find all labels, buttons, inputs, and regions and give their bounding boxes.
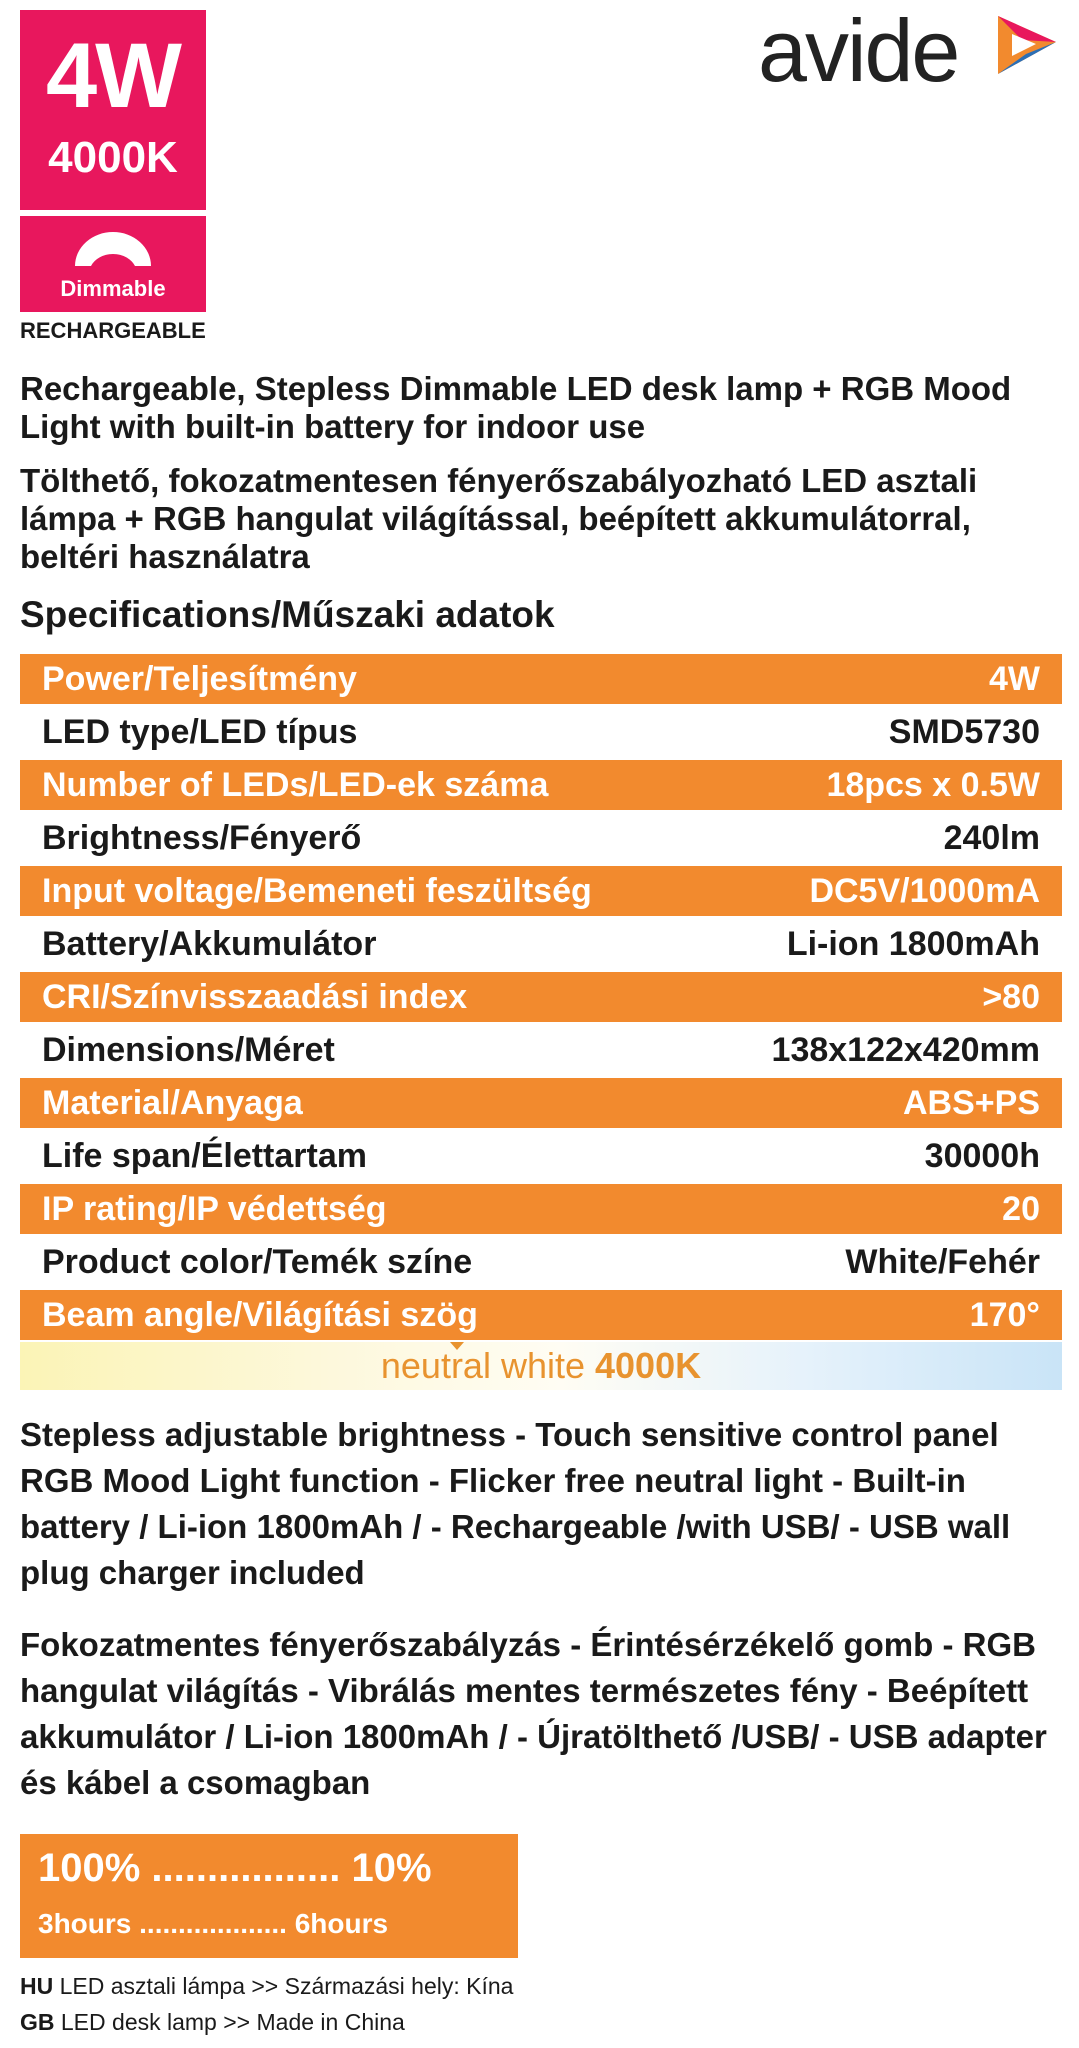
dimmable-icon [73, 228, 153, 268]
title-hungarian: Tölthető, fokozatmentesen fényerőszabályozható LED asztali lámpa + RGB hangulat világítással, beépített akkumulátorral, beltéri használatra [20, 462, 978, 575]
battery-brightness-range: 100% ................. 10% [38, 1846, 432, 1890]
power-value: 4W [46, 25, 180, 127]
spec-label: CRI/Színvisszaadási index [42, 977, 468, 1016]
spec-label: Product color/Temék színe [42, 1242, 473, 1281]
scale-label: neutral white [380, 1345, 585, 1386]
spec-label: Material/Anyaga [42, 1083, 303, 1122]
footer-gb-code: GB [20, 2009, 55, 2035]
brand-logo [758, 1, 1058, 100]
spec-row [20, 1025, 1062, 1075]
spec-label: Life span/Élettartam [42, 1136, 367, 1175]
spec-label: Brightness/Fényerő [42, 818, 362, 857]
spec-value: ABS+PS [903, 1083, 1040, 1122]
spec-value: Li-ion 1800mAh [786, 924, 1040, 963]
play-triangle-logo-icon [996, 14, 1058, 76]
spec-label: Battery/Akkumulátor [42, 924, 377, 963]
scale-value: 4000K [595, 1345, 702, 1386]
battery-hours-range: 3hours ................... 6hours [38, 1908, 389, 1939]
spec-row [20, 866, 1062, 916]
spec-row [20, 1237, 1062, 1287]
spec-row [20, 1184, 1062, 1234]
spec-value: 30000h [924, 1136, 1040, 1175]
spec-row [20, 1290, 1062, 1340]
spec-row [20, 707, 1062, 757]
footer-gb-text: LED desk lamp >> Made in China [60, 2009, 405, 2035]
features-english: Stepless adjustable brightness - Touch sensitive control panel RGB Mood Light function - Flicker free neutral light - Built-in battery / Li-ion 1800mAh / - Rechargeable /with USB/ - USB wall plug charger included [20, 1416, 1011, 1591]
specs-table [20, 654, 1062, 1343]
spec-label: Power/Teljesítmény [42, 659, 357, 698]
spec-value: SMD5730 [888, 712, 1040, 751]
title-english: Rechargeable, Stepless Dimmable LED desk lamp + RGB Mood Light with built-in battery for indoor use [20, 370, 1012, 445]
spec-row [20, 1131, 1062, 1181]
spec-label: Input voltage/Bemeneti feszültség [42, 871, 592, 910]
spec-value: 240lm [943, 818, 1040, 857]
dimmable-label: Dimmable [60, 276, 166, 301]
spec-value: 20 [1002, 1189, 1040, 1228]
brand-name: avide [758, 1, 959, 100]
footer-hu-code: HU [20, 1973, 54, 1999]
spec-label: Dimensions/Méret [42, 1030, 335, 1069]
spec-value: >80 [982, 977, 1040, 1016]
spec-row [20, 972, 1062, 1022]
spec-row [20, 760, 1062, 810]
scale-marker [450, 1342, 464, 1350]
battery-runtime-box [20, 1834, 518, 1958]
spec-value: 170° [969, 1295, 1040, 1334]
footer-gb [20, 2009, 405, 2036]
spec-row [20, 813, 1062, 863]
rechargeable-label: RECHARGEABLE [20, 318, 206, 343]
spec-label: LED type/LED típus [42, 712, 358, 751]
spec-row [20, 919, 1062, 969]
spec-label: Number of LEDs/LED-ek száma [42, 765, 549, 804]
dimmable-badge [20, 216, 206, 312]
spec-value: 18pcs x 0.5W [826, 765, 1040, 804]
spec-value: DC5V/1000mA [809, 871, 1040, 910]
footer-hu [20, 1973, 513, 2000]
features-hungarian: Fokozatmentes fényerőszabályzás - Érintésérzékelő gomb - RGB hangulat világítás - Vibrálás mentes természetes fény - Beépített akkumulátor / Li-ion 1800mAh / - Újratölthető /USB/ - USB adapter és kábel a csomagban [20, 1626, 1047, 1801]
spec-row [20, 654, 1062, 704]
spec-label: Beam angle/Világítási szög [42, 1295, 478, 1334]
spec-value: 4W [989, 659, 1040, 698]
scale-text [20, 1342, 1062, 1390]
spec-value: 138x122x420mm [771, 1030, 1040, 1069]
color-temp-scale [20, 1342, 1062, 1390]
footer-hu-text: LED asztali lámpa >> Származási hely: Kína [59, 1973, 514, 1999]
spec-value: White/Fehér [845, 1242, 1040, 1281]
spec-row [20, 1078, 1062, 1128]
power-badge [20, 10, 206, 210]
spec-label: IP rating/IP védettség [42, 1189, 387, 1228]
color-temp-value: 4000K [48, 133, 178, 182]
specs-heading: Specifications/Műszaki adatok [20, 594, 555, 635]
